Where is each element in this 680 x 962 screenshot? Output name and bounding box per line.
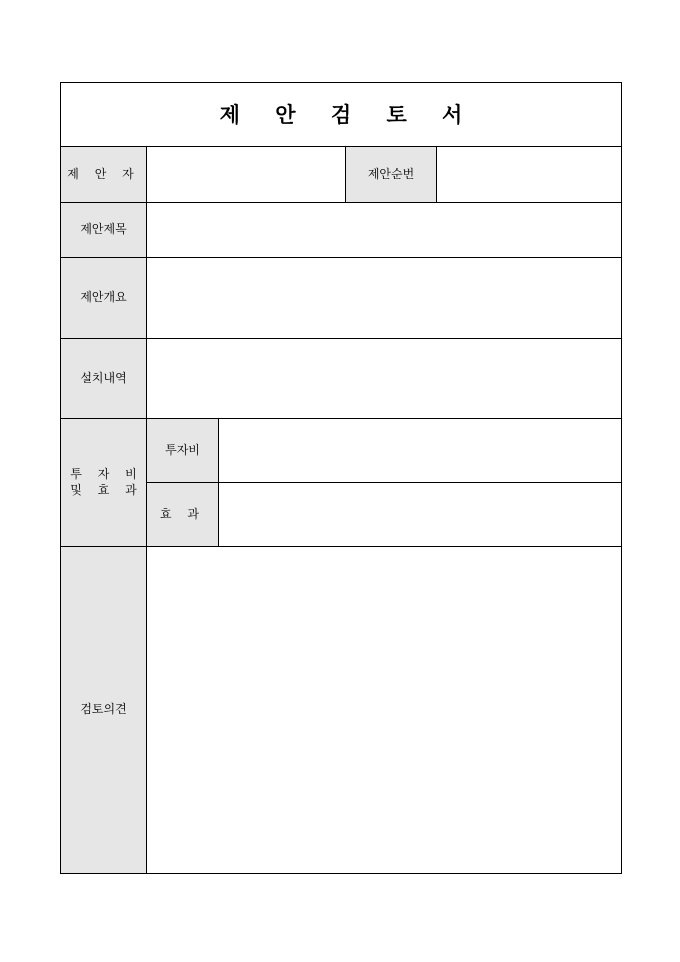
investment-cost-field[interactable] (219, 419, 622, 483)
proposal-review-form (60, 82, 622, 874)
proposal-number-label: 제안순번 (346, 147, 437, 203)
review-opinion-label: 검토의견 (61, 547, 147, 874)
proposer-field[interactable] (147, 147, 346, 203)
installation-details-label: 설치내역 (61, 339, 147, 419)
proposal-summary-field[interactable] (147, 258, 622, 339)
effect-label: 효 과 (147, 483, 219, 547)
proposer-label: 제 안 자 (61, 147, 147, 203)
form-title: 제 안 검 토 서 (219, 101, 477, 127)
review-opinion-field[interactable] (147, 547, 622, 874)
effect-field[interactable] (219, 483, 622, 547)
investment-effect-label-line2: 및 효 과 (70, 482, 143, 497)
installation-details-field[interactable] (147, 339, 622, 419)
investment-effect-label-line1: 투 자 비 (70, 466, 143, 481)
form-title-cell (61, 83, 622, 147)
proposal-title-field[interactable] (147, 203, 622, 258)
investment-effect-label (61, 419, 147, 547)
proposal-summary-label: 제안개요 (61, 258, 147, 339)
proposal-number-field[interactable] (437, 147, 622, 203)
investment-cost-label: 투자비 (147, 419, 219, 483)
proposal-title-label: 제안제목 (61, 203, 147, 258)
